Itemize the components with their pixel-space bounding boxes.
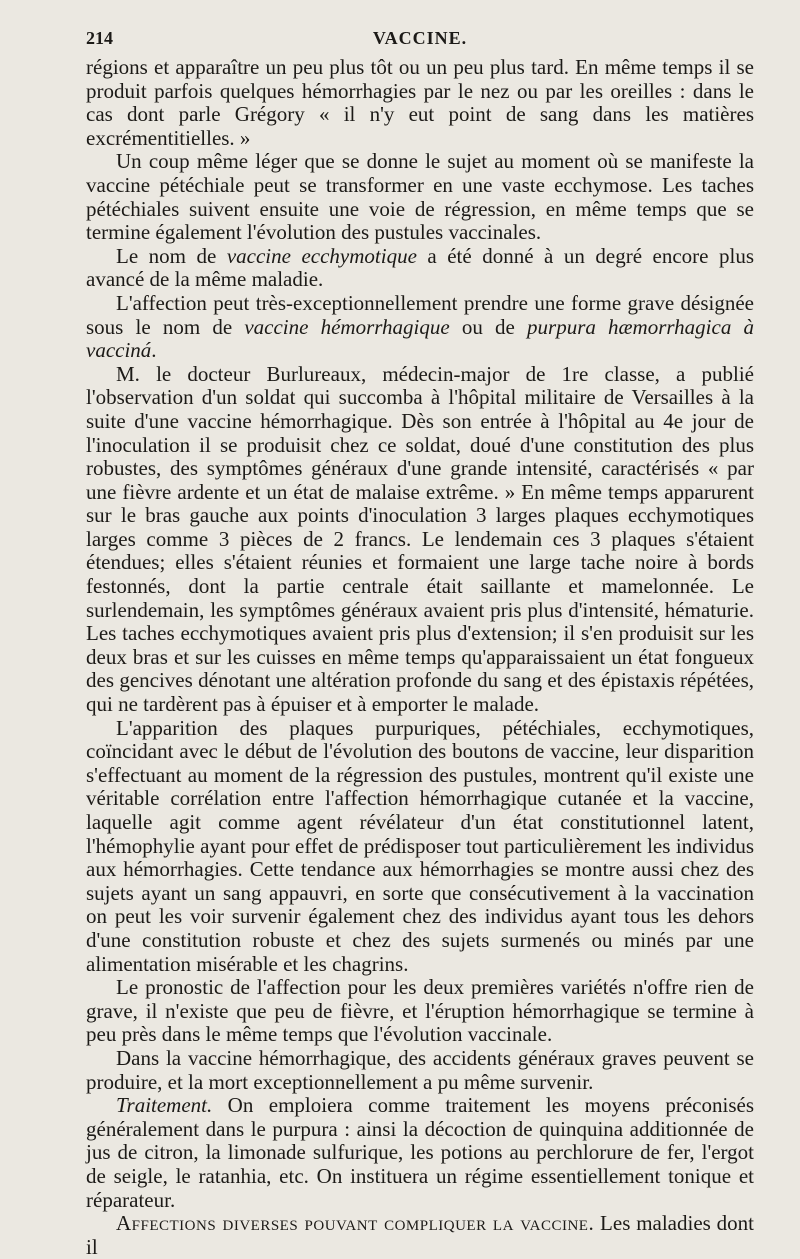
paragraph: M. le docteur Burlureaux, médecin-major de 1re classe, a publié l'observation d'un soldat qui succomba à l'hôpital militaire de Versailles à la suite d'une vaccine hémorrhagique. Dès son entrée à l'hôpital au 4e jour de l'inoculation il se produisit chez ce soldat, doué d'une constitution des plus robustes, des symptômes généraux d'une grande intensité, caractérisés « par une fièvre ardente et un état de malaise extrême. » En même temps apparurent sur le bras gauche aux points d'inoculation 3 larges plaques ecchymotiques larges comme 3 pièces de 2 francs. Le lendemain ces 3 plaques s'étaient étendues; elles s'étaient réunies et formaient une large tache noire à bords festonnés, dont la partie centrale était saillante et mamelonnée. Le surlendemain, les symptômes généraux avaient pris plus d'intensité, hématurie. Les taches ecchymotiques avaient pris plus d'extension; il s'en produisit sur les deux bras et sur les cuisses en même temps qu'apparaissaient un état fongueux des gencives dénotant une altération profonde du sang et des épistaxis répétées, qui ne tardèrent pas à épuiser et à emporter le malade. <box>86 361 754 717</box>
running-head: VACCINE. <box>372 28 468 48</box>
paragraph: Traitement. On emploiera comme traitement les moyens préconisés généralement dans le purpura : ainsi la décoction de quinquina additionnée de jus de citron, la limonade sulfurique, les potions au perchlorure de fer, l'ergot de seigle, le ratanhia, etc. On instituera un régime essentiellement tonique et réparateur. <box>86 1093 754 1212</box>
body-text <box>86 56 754 1259</box>
paragraph: L'apparition des plaques purpuriques, pétéchiales, ecchymotiques, coïncidant avec le début de l'évolution des boutons de vaccine, leur disparition s'effectuant au moment de la régression des pustules, montrent qu'il existe une véritable corrélation entre l'affection hémorrhagique cutanée et la vaccine, laquelle agit comme agent révélateur d'un état constitutionnel latent, l'hémophylie ayant pour effet de prédisposer tout particulièrement les individus aux hémorrhagies. Cette tendance aux hémorrhagies se montre aussi chez des sujets ayant un sang appauvri, en sorte que consécutivement à la vaccination on peut les voir survenir également chez des individus ayant tous les dehors d'une constitution robuste et chez des sujets surmenés ou minés par une alimentation misérable et les chagrins. <box>86 715 754 976</box>
italic-term: vaccine hémorrhagique <box>244 314 450 339</box>
paragraph: Affections diverses pouvant compliquer la vaccine. Les maladies dont il <box>86 1211 754 1259</box>
paragraph: Dans la vaccine hémorrhagique, des accidents généraux graves peuvent se produire, et la mort exceptionnellement a pu même survenir. <box>86 1045 754 1094</box>
page-header <box>86 26 754 56</box>
section-heading: Affections diverses pouvant compliquer la vaccine. <box>116 1211 595 1236</box>
paragraph: L'affection peut très-exceptionnellement prendre une forme grave désignée sous le nom de vaccine hémorrhagique ou de purpura hæmorrhagica à vacciná. <box>86 290 754 363</box>
italic-term: vaccine ecchymotique <box>226 243 417 268</box>
paragraph: Le pronostic de l'affection pour les deux premières variétés n'offre rien de grave, il n'existe que peu de fièvre, et l'éruption hémorrhagique se termine à peu près dans le même temps que l'évolution vaccinale. <box>86 975 754 1047</box>
paragraph: régions et apparaître un peu plus tôt ou un peu plus tard. En même temps il se produit parfois quelques hémorrhagies par le nez ou par les oreilles : dans le cas dont parle Grégory « il n'y eut point de sang dans les matières excrémentitielles. » <box>86 55 754 150</box>
page-number: 214 <box>86 28 113 48</box>
italic-heading: Traitement. <box>116 1093 213 1118</box>
italic-term: purpura hæmorrhagica à vacciná <box>86 314 754 363</box>
paragraph: Un coup même léger que se donne le sujet au moment où se manifeste la vaccine pétéchiale peut se transformer en une vaste ecchymose. Les taches pétéchiales suivent ensuite une voie de régression, en même temps que se termine également l'évolution des pustules vaccinales. <box>86 149 754 245</box>
paragraph: Le nom de vaccine ecchymotique a été donné à un degré encore plus avancé de la même maladie. <box>86 243 754 292</box>
